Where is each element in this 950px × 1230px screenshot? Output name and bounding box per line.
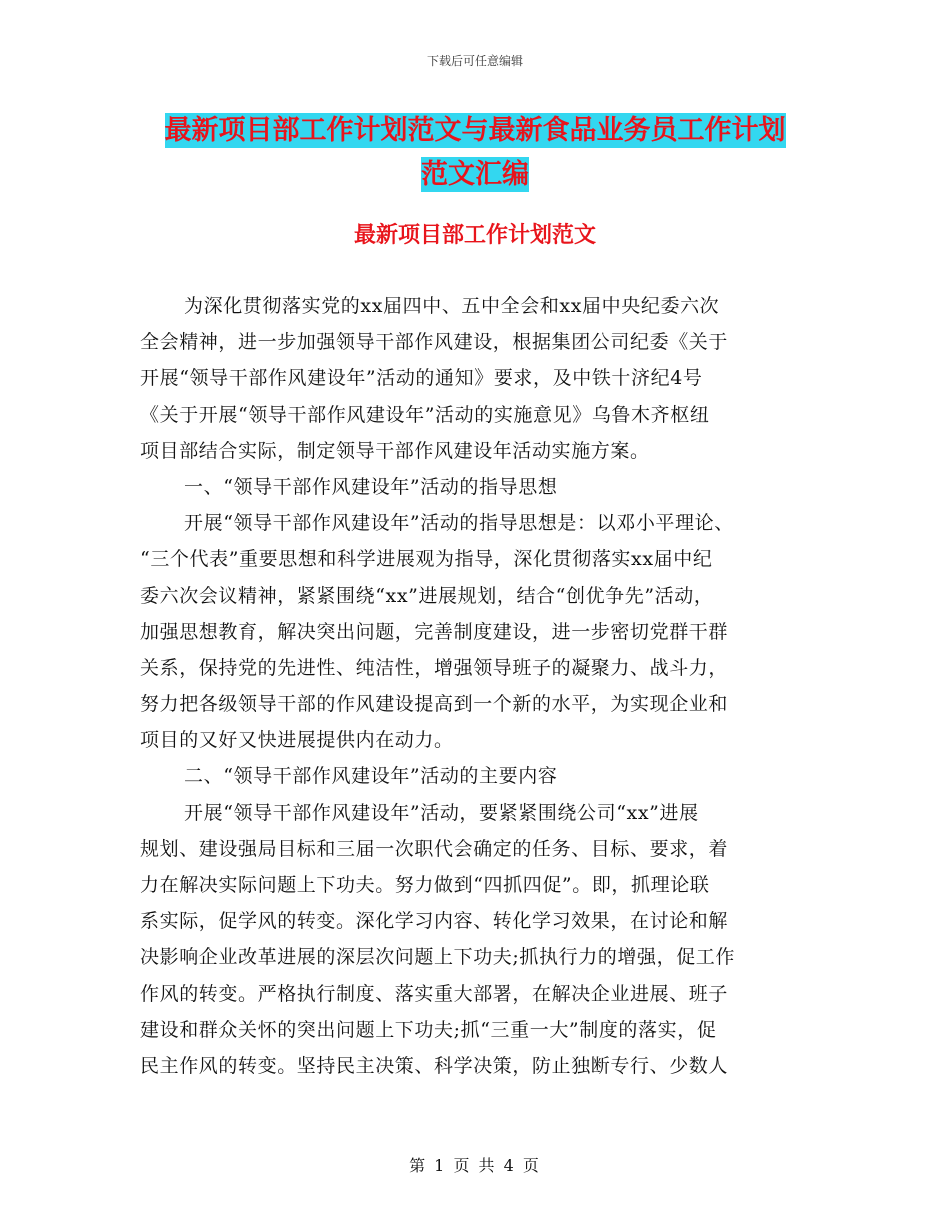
document-title-line-1 [0, 112, 950, 150]
document-title-line-2 [0, 156, 950, 194]
text-line: 系实际，促学风的转变。深化学习内容、转化学习效果，在讨论和解 [140, 910, 729, 933]
text-line: 开展“领导干部作风建设年”活动，要紧紧围绕公司“xx”进展 [184, 801, 699, 824]
text-line: 力在解决实际问题上下功夫。努力做到“四抓四促”。即，抓理论联 [140, 874, 710, 896]
header-note: 下载后可任意编辑 [426, 54, 523, 68]
text-line: 建设和群众关怀的突出问题上下功夫;抓“三重一大”制度的落实，促 [140, 1018, 717, 1041]
text-line: 努力把各级领导干部的作风建设提高到一个新的水平，为实现企业和 [140, 693, 729, 716]
text-line: 开展“领导干部作风建设年”活动的指导思想是：以邓小平理论、 [184, 512, 734, 535]
heading-line-2: 二、“领导干部作风建设年”活动的主要内容 [184, 765, 558, 788]
document-title-text-1: 最新项目部工作计划范文与最新食品业务员工作计划 [164, 115, 786, 146]
text-line: “三个代表”重要思想和科学进展观为指导，深化贯彻落实xx届中纪 [140, 548, 713, 571]
text-line: 为深化贯彻落实党的xx届四中、五中全会和xx届中央纪委六次 [184, 295, 720, 317]
body-text [140, 288, 820, 1084]
text-line: 作风的转变。严格执行制度、落实重大部署，在解决企业进展、班子 [140, 982, 729, 1005]
text-line: 全会精神，进一步加强领导干部作风建设，根据集团公司纪委《关于 [140, 331, 729, 354]
text-line: 委六次会议精神，紧紧围绕“xx”进展规划，结合“创优争先”活动， [140, 584, 714, 607]
text-line: 关系，保持党的先进性、纯洁性，增强领导班子的凝聚力、战斗力， [140, 656, 729, 679]
text-line: 规划、建设强局目标和三届一次职代会确定的任务、目标、要求，着 [140, 837, 729, 860]
text-line: 项目的又好又快进展提供内在动力。 [140, 729, 454, 752]
text-line: 加强思想教育，解决突出问题，完善制度建设，进一步密切党群干群 [140, 620, 729, 643]
text-line: 《关于开展“领导干部作风建设年”活动的实施意见》乌鲁木齐枢纽 [140, 403, 710, 426]
text-line: 项目部结合实际，制定领导干部作风建设年活动实施方案。 [140, 439, 650, 462]
text-line: 民主作风的转变。坚持民主决策、科学决策，防止独断专行、少数人 [140, 1054, 729, 1077]
text-line: 开展“领导干部作风建设年”活动的通知》要求，及中铁十济纪4号 [140, 367, 703, 390]
document-title-text-2: 范文汇编 [421, 159, 529, 190]
section-title: 最新项目部工作计划范文 [353, 222, 596, 248]
text-line: 决影响企业改革进展的深层次问题上下功夫;抓执行力的增强，促工作 [140, 946, 736, 969]
page-number: 第 1 页 共 4 页 [409, 1156, 541, 1175]
heading-line-1: 一、“领导干部作风建设年”活动的指导思想 [184, 475, 558, 498]
